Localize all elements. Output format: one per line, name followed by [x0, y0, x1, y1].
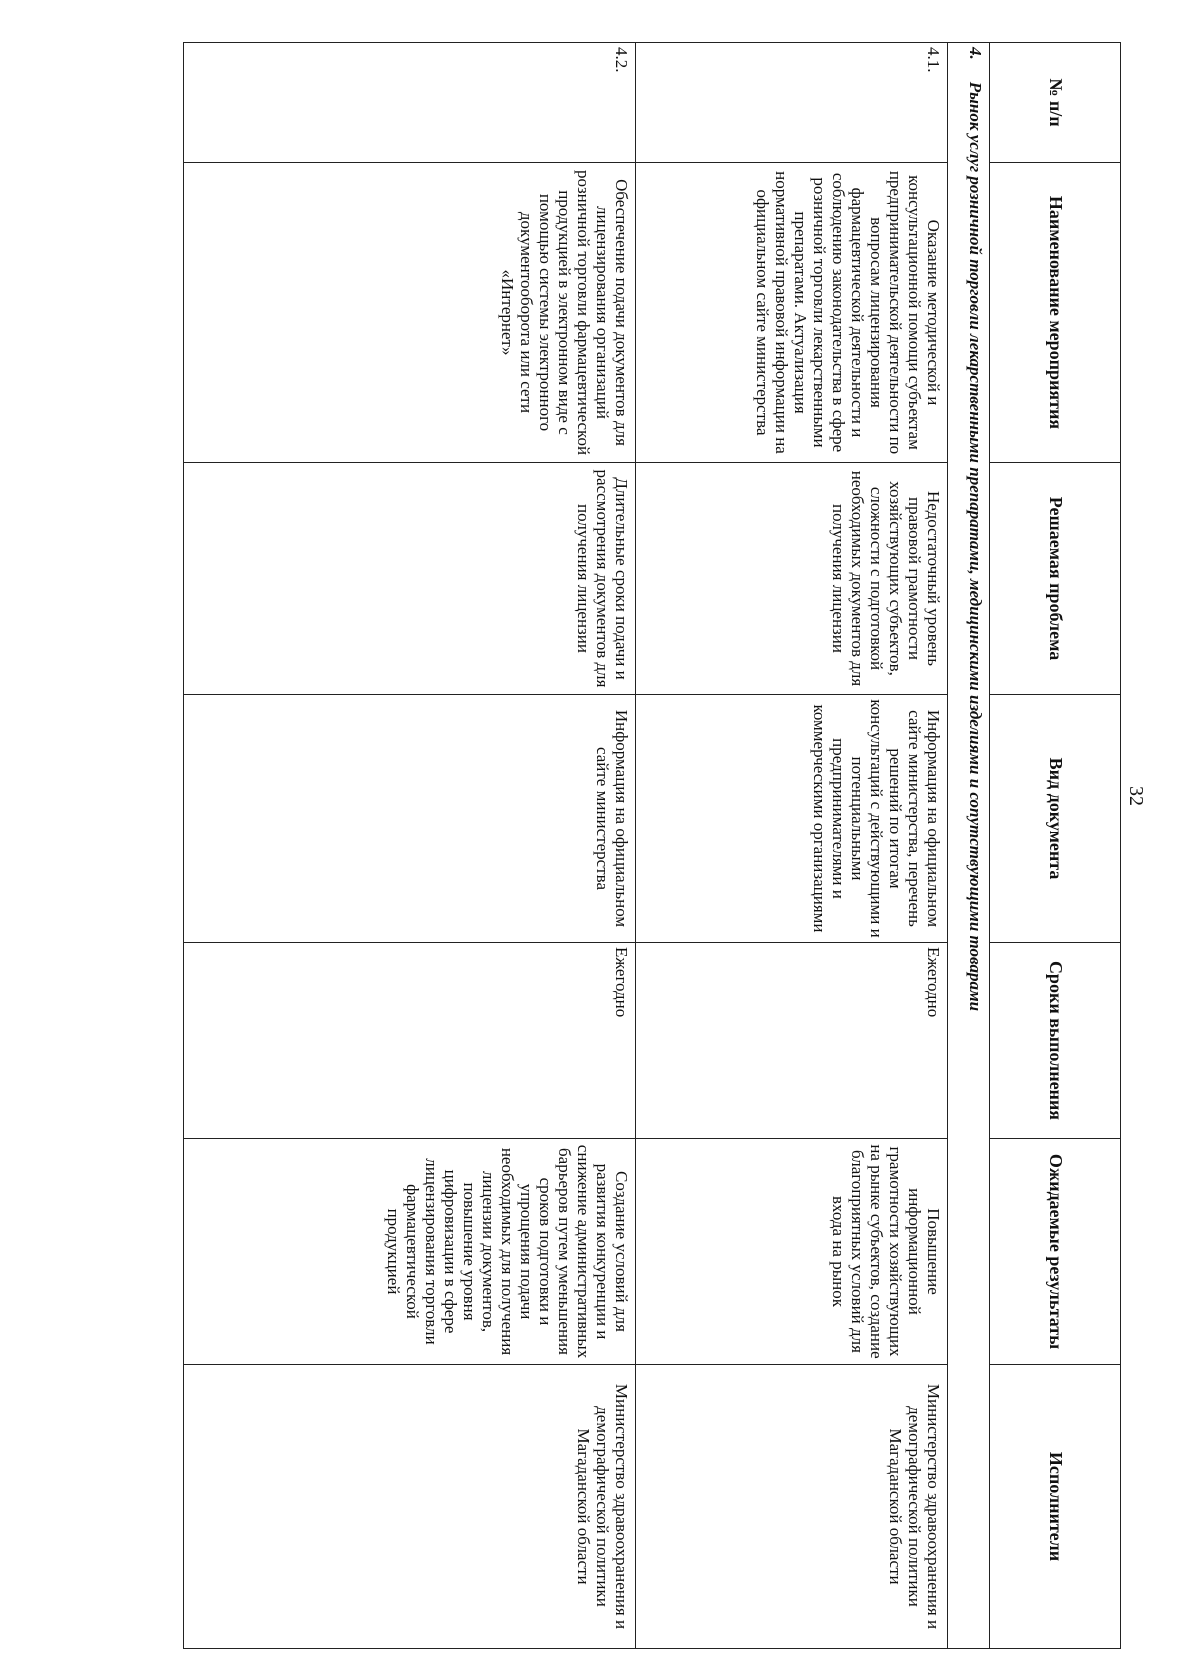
header-problem: Решаемая проблема [990, 463, 1121, 695]
cell-doc-type: Информация на официальном сайте министерства [184, 695, 636, 943]
cell-problem: Длительные сроки подачи и рассмотрения документов для получения лицензии [184, 463, 636, 695]
header-num: № п/п [990, 43, 1121, 163]
table-row [636, 43, 948, 1649]
section-row [948, 43, 990, 1649]
cell-num: 4.1. [636, 43, 948, 163]
section-number: 4. [966, 47, 986, 60]
cell-num: 4.2. [184, 43, 636, 163]
cell-problem: Недостаточный уровень правовой грамотности хозяйствующих субъектов, сложности с подготовкой необходимых документов для получения лицензии [636, 463, 948, 695]
header-name: Наименование мероприятия [990, 163, 1121, 463]
cell-name: Оказание методической и консультационной помощи субъектам предпринимательской деятельности по вопросам лицензирования фармацевтической деятельности и соблюдению законодательства в сфере розничной торговли лекарственными препаратами. Актуализация нормативной правовой информации на официальном сайте министерства [636, 163, 948, 463]
header-deadline: Сроки выполнения [990, 943, 1121, 1139]
page-number: 32 [1125, 786, 1147, 806]
section-heading [948, 43, 990, 1649]
measures-table [183, 42, 1121, 1649]
table-row [184, 43, 636, 1649]
header-results: Ожидаемые результаты [990, 1139, 1121, 1365]
cell-results: Повышение информационной грамотности хозяйствующих на рынке субъектов, создание благоприятных условий для входа на рынок [636, 1139, 948, 1365]
section-title: Рынок услуг розничной торговли лекарственными препаратами, медицинскими изделиями и сопутствующими товарами [966, 81, 986, 1012]
cell-name: Обеспечение подачи документов для лицензирования организаций розничной торговли фармацевтической продукцией в электронном виде с помощью системы электронного документооборота или сети «Интернет» [184, 163, 636, 463]
header-executors: Исполнители [990, 1365, 1121, 1649]
rotated-table-container [183, 42, 1121, 1648]
header-doc-type: Вид документа [990, 695, 1121, 943]
cell-executors: Министерство здравоохранения и демографической политики Магаданской области [184, 1365, 636, 1649]
table-header-row [990, 43, 1121, 1649]
cell-deadline: Ежегодно [184, 943, 636, 1139]
cell-results: Создание условий для развития конкуренции и снижение административных барьеров путем уменьшения сроков подготовки и упрощения подачи необходимых для получения лицензии документов, повышение уровня цифровизации в сфере лицензирования торговли фармацевтической продукцией [184, 1139, 636, 1365]
cell-deadline: Ежегодно [636, 943, 948, 1139]
cell-doc-type: Информация на официальном сайте министерства, перечень решений по итогам консультаций с действующими и потенциальными предпринимателями и коммерческими организациями [636, 695, 948, 943]
cell-executors: Министерство здравоохранения и демографической политики Магаданской области [636, 1365, 948, 1649]
